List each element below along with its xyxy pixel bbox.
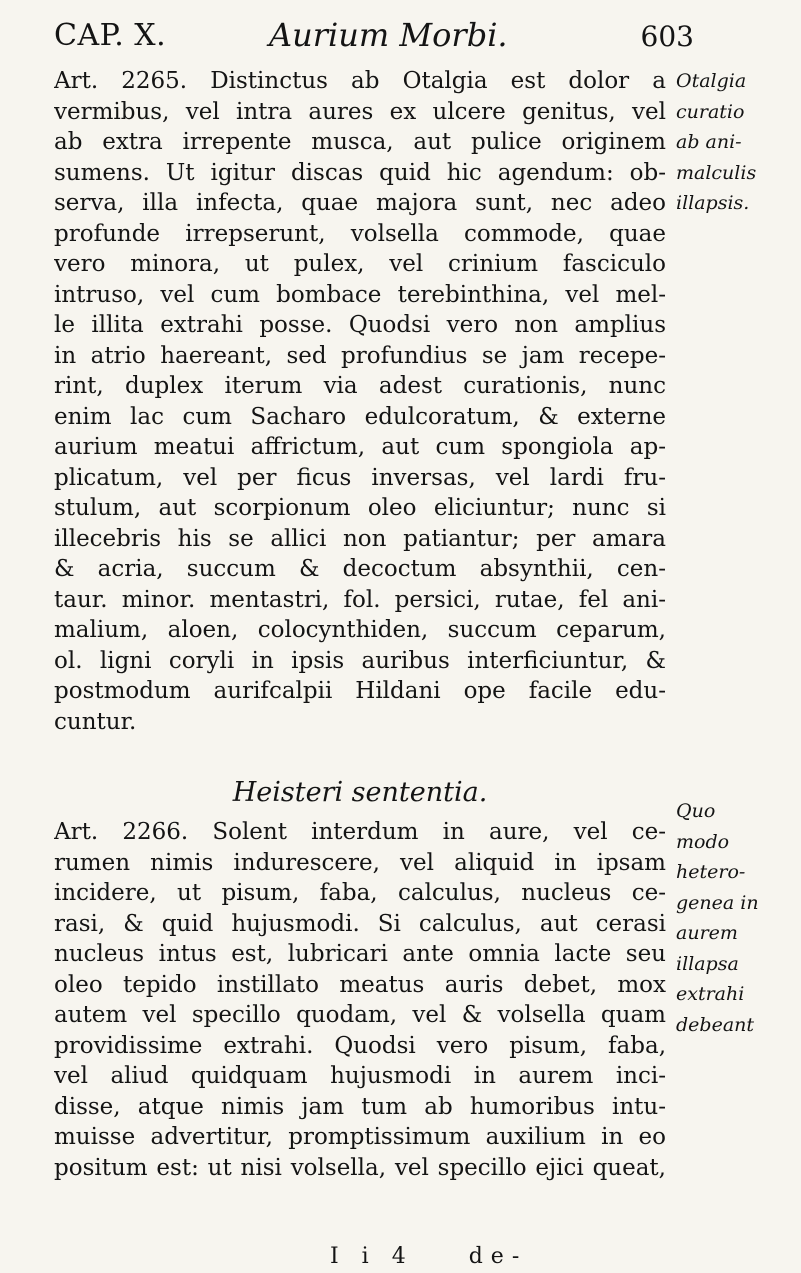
- section-gap: [54, 737, 666, 767]
- text-line: serva, illa infecta, quae majora sunt, nec adeo: [54, 190, 666, 216]
- text-line: cuntur.: [54, 708, 137, 735]
- text-line: ol. ligni coryli in ipsis auribus interficiuntur, &: [54, 647, 666, 674]
- text-line: le illita extrahi posse. Quodsi vero non amplius: [54, 312, 666, 338]
- section-heading: Heisteri sententia.: [232, 777, 488, 808]
- margin-note-line: Otalgia: [676, 70, 747, 92]
- text-line: postmodum aurifcalpii Hildani ope facile edu-: [54, 678, 666, 704]
- margin-note-line: ab ani-: [676, 131, 742, 153]
- signature-mark: I i 4: [330, 1244, 414, 1269]
- text-line: rasi, & quid hujusmodi. Si calculus, aut cerasi: [54, 910, 666, 937]
- text-line: incidere, ut pisum, faba, calculus, nucleus ce-: [54, 880, 666, 906]
- text-line: stulum, aut scorpionum oleo eliciuntur; nunc si: [54, 495, 666, 521]
- text-line: intruso, vel cum bombace terebinthina, vel mel-: [54, 281, 666, 308]
- margin-note-line: curatio: [676, 100, 745, 123]
- margin-note-line: modo: [676, 830, 730, 853]
- text-line: aurium meatui affrictum, aut cum spongiola ap-: [54, 434, 666, 460]
- text-line: Art. 2265. Distinctus ab Otalgia est dolor a: [54, 68, 666, 94]
- chapter-label: CAP. X.: [54, 18, 167, 53]
- page-number: 603: [640, 20, 694, 53]
- margin-note-line: debeant: [676, 1013, 755, 1036]
- text-line: malium, aloen, colocynthiden, succum ceparum,: [54, 617, 666, 643]
- margin-note-otalgia: [676, 66, 796, 219]
- running-title: Aurium Morbi.: [269, 16, 508, 54]
- margin-note-line: extrahi: [676, 983, 745, 1005]
- catchword: de-: [468, 1244, 528, 1269]
- margin-note-line: aurem: [676, 922, 738, 944]
- margin-note-line: malculis: [676, 161, 757, 184]
- page-header: [54, 14, 694, 58]
- text-line: profunde irrepserunt, volsella commode, quae: [54, 220, 666, 247]
- text-line: enim lac cum Sacharo edulcoratum, & externe: [54, 403, 666, 430]
- text-line: vero minora, ut pulex, vel crinium fasciculo: [54, 251, 666, 277]
- text-line: rint, duplex iterum via adest curationis, nunc: [54, 373, 666, 399]
- text-line: vel aliud quidquam hujusmodi in aurem inci-: [54, 1063, 666, 1089]
- main-text-column: [54, 66, 666, 1183]
- text-line: oleo tepido instillato meatus auris debet, mox: [54, 971, 666, 998]
- text-line: providissime extrahi. Quodsi vero pisum, faba,: [54, 1032, 666, 1059]
- text-line: in atrio haereant, sed profundius se jam recepe-: [54, 342, 666, 369]
- text-line: positum est: ut nisi volsella, vel specillo ejici queat,: [54, 1154, 666, 1181]
- text-line: Art. 2266. Solent interdum in aure, vel ce-: [54, 819, 666, 845]
- text-line: illecebris his se allici non patiantur; per amara: [54, 525, 666, 552]
- text-line: plicatum, vel per ficus inversas, vel lardi fru-: [54, 464, 666, 491]
- text-line: ab extra irrepente musca, aut pulice originem: [54, 129, 666, 155]
- text-line: nucleus intus est, lubricari ante omnia lacte seu: [54, 941, 666, 967]
- text-line: muisse advertitur, promptissimum auxilium in eo: [54, 1124, 666, 1150]
- margin-note-line: genea in: [676, 891, 759, 914]
- text-line: autem vel specillo quodam, vel & volsella quam: [54, 1002, 666, 1028]
- text-line: disse, atque nimis jam tum ab humoribus intu-: [54, 1093, 666, 1120]
- margin-note-line: Quo: [676, 800, 716, 822]
- margin-note-extraction: [676, 796, 796, 1040]
- page-footer: [330, 1244, 527, 1269]
- margin-note-line: illapsis.: [676, 192, 750, 214]
- text-line: vermibus, vel intra aures ex ulcere genitus, vel: [54, 98, 666, 125]
- text-line: & acria, succum & decoctum absynthii, cen-: [54, 556, 666, 582]
- text-line: taur. minor. mentastri, fol. persici, rutae, fel ani-: [54, 586, 666, 613]
- margin-note-line: hetero-: [676, 861, 746, 883]
- text-line: sumens. Ut igitur discas quid hic agendum: ob-: [54, 159, 666, 186]
- text-line: rumen nimis indurescere, vel aliquid in ipsam: [54, 849, 666, 876]
- margin-note-line: illapsa: [676, 952, 739, 975]
